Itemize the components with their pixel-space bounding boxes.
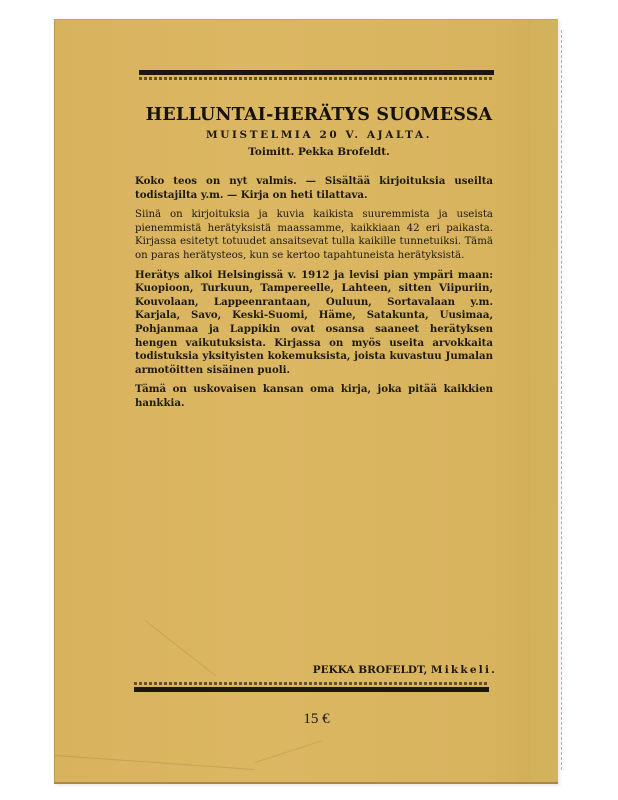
book-back-cover [54, 19, 558, 784]
thick-rule-line [139, 70, 494, 75]
publisher-line [313, 664, 497, 676]
description-paragraph: Tämä on uskovaisen kansan oma kirja, joka pitää kaikkien hankkia. [135, 383, 493, 409]
description-paragraph: Siinä on kirjoituksia ja kuvia kaikista suuremmista ja useista pienemmistä herätyksistä maassamme, kaikkiaan 42 eri paikasta. Kirjassa esitetyt totuudet ansaitsevat tulla kaikille tunnetuiksi. Tämä on paras herätysteos, kun se kertoo tapahtuneista herätyksistä. [135, 209, 493, 261]
description-paragraph: Koko teos on nyt valmis. — Sisältää kirjoituksia useilta todistajilta y.m. — Kirja on heti tilattava. [135, 175, 493, 201]
cover-crease [145, 620, 217, 676]
cover-crease [255, 740, 322, 763]
top-decorative-rule [139, 70, 494, 84]
book-title: HELLUNTAI-HERÄTYS SUOMESSA [145, 105, 493, 125]
cover-crease [55, 755, 255, 770]
book-editor: Toimitt. Pekka Brofeldt. [248, 146, 390, 158]
bottom-decorative-rule [134, 682, 489, 696]
page-edge [558, 30, 562, 770]
description-text [135, 175, 493, 417]
price-label: 15 € [303, 711, 330, 727]
description-paragraph: Herätys alkoi Helsingissä v. 1912 ja levisi pian ympäri maan: Kuopioon, Turkuun, Tampereelle, Lahteen, sitten Viipuriin, Kouvolaan, Lappeenrantaan, Ouluun, Sortavalaan y.m. Karjala, Savo, Keski-Suomi, Häme, Satakunta, Uusimaa, Pohjanmaa ja Lappikin ovat osansa saaneet herätyksen hengen vaikutuksista. Kirjassa on myös useita arvokkaita todistuksia yksityisten kokemuksista, joista kuvastuu Jumalan armotöitten sisäinen puoli. [135, 268, 493, 376]
cover-edge-band [529, 20, 558, 782]
wavy-rule-line [134, 682, 489, 685]
book-subtitle: MUISTELMIA 20 V. AJALTA. [206, 129, 432, 141]
wavy-rule-line [139, 77, 494, 80]
thick-rule-line [134, 687, 489, 692]
publisher-city: Mikkeli. [430, 664, 497, 676]
publisher-name: PEKKA BROFELDT, [312, 664, 428, 676]
